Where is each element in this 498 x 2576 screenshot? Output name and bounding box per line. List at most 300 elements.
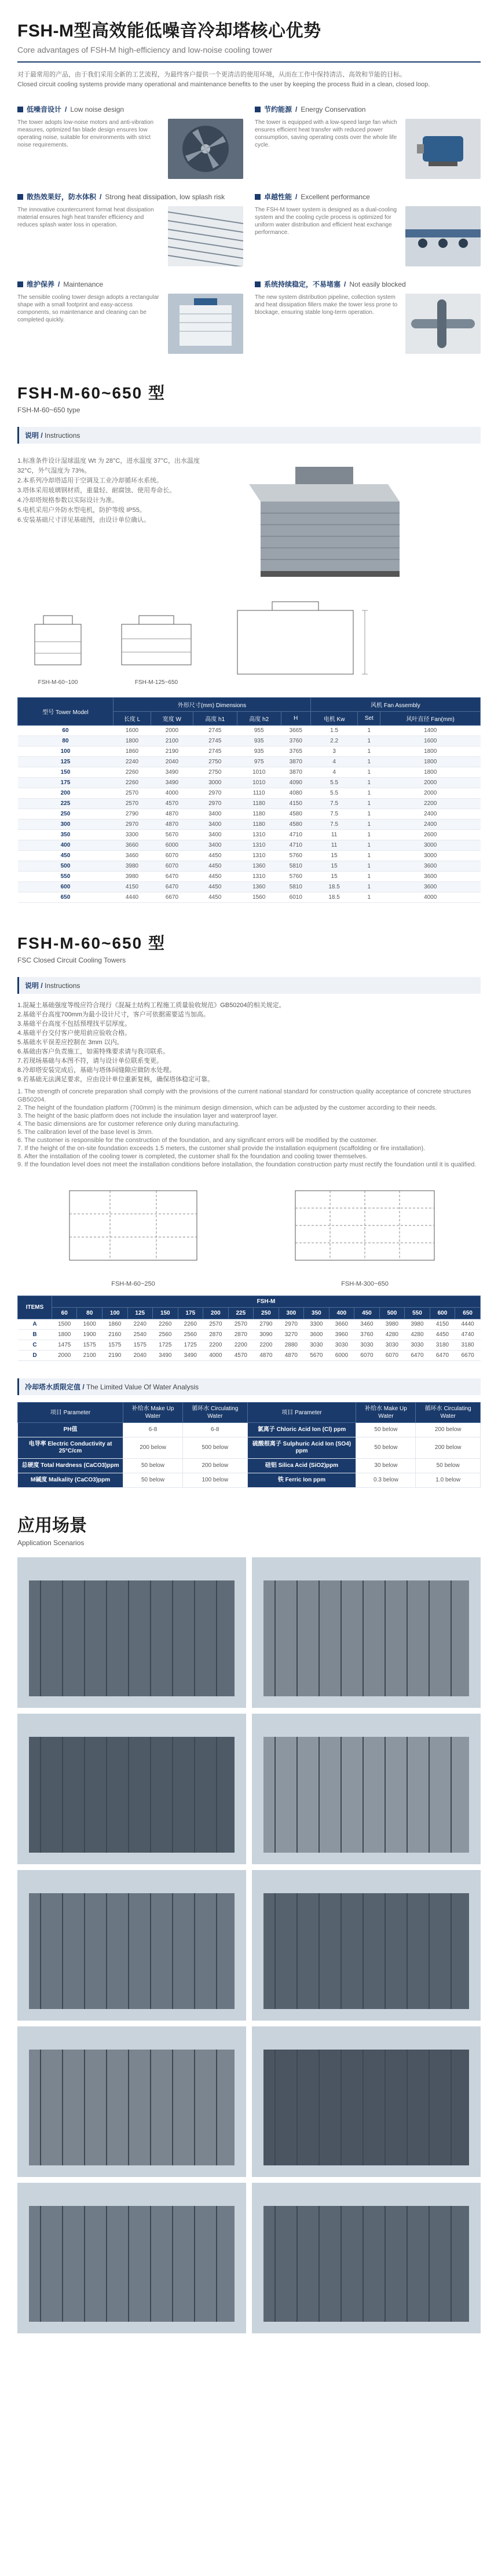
table-cell: 975 (237, 757, 281, 767)
table-cell: 2.2 (310, 736, 357, 747)
app-photo-2 (252, 1557, 481, 1708)
table-cell: 1 (358, 788, 380, 799)
parameter-cell: 铁 Ferric Ion ppm (247, 1473, 356, 1488)
table-cell: 2790 (254, 1319, 279, 1330)
advantage-title-en: Strong heat dissipation, low splash risk (105, 192, 225, 201)
table-cell: 6010 (281, 892, 310, 903)
advantage-title-en: Excellent performance (301, 192, 370, 201)
table-row (18, 882, 481, 892)
table-cell: 2970 (279, 1319, 304, 1330)
table-cell: 4440 (455, 1319, 481, 1330)
table-row (18, 1340, 481, 1351)
table-cell: 4450 (430, 1330, 455, 1340)
table-cell: 18.5 (310, 892, 357, 903)
table-cell: 2750 (193, 767, 237, 778)
instructions-bar: 说明 / Instructions (17, 427, 481, 444)
table-cell: 4870 (254, 1351, 279, 1361)
table-cell: 1860 (102, 1319, 128, 1330)
table-cell: 1 (358, 747, 380, 757)
advantage-card: 系统持续稳定，不易堵塞 / Not easily blocked The new system distribution pipeline, collection system and heat dissipation fillers make the tower less prone to blockage, ensuring stable long-term operation. (255, 279, 481, 354)
table-cell: 1900 (77, 1330, 102, 1340)
row-label: C (18, 1340, 52, 1351)
table-row (18, 736, 481, 747)
table-cell: 3090 (254, 1330, 279, 1340)
table-cell: 5670 (151, 830, 193, 840)
group-header: 外形尺寸(mm) Dimensions (113, 698, 310, 712)
table-cell: 2160 (102, 1330, 128, 1340)
plan-drawing-large (278, 1179, 452, 1287)
table-cell: 3000 (380, 851, 481, 861)
table-cell: 3180 (430, 1340, 455, 1351)
order-line: 7.若现场基础与本图不符，请与设计单位联系变更。 (17, 1058, 163, 1064)
table-cell: 3660 (113, 840, 151, 851)
table-cell: 3400 (193, 809, 237, 819)
table-cell: 5670 (304, 1351, 329, 1361)
table-cell: 4450 (193, 861, 237, 872)
order-line-en: 3. The height of the basic platform does not include the insulation layer and waterproof layer. (17, 1113, 278, 1119)
table-cell: 3665 (281, 726, 310, 736)
table-cell: 1 (358, 736, 380, 747)
table-cell: 4570 (228, 1351, 254, 1361)
table-cell: 1800 (113, 736, 151, 747)
section-title: FSH-M-60~650 型 (17, 384, 166, 402)
app-photo-7 (17, 2026, 246, 2177)
parameter-cell: 硅铝 Silica Acid (SiO2)ppm (247, 1459, 356, 1473)
model-cell: 125 (18, 757, 113, 767)
table-cell: 3 (310, 747, 357, 757)
table-cell: 6070 (151, 851, 193, 861)
table-cell: 3760 (281, 736, 310, 747)
tower-drawing-large (110, 607, 203, 676)
table-cell: 6070 (354, 1351, 380, 1361)
cooling-tower-render (214, 449, 423, 588)
app-photo-5 (17, 1870, 246, 2021)
instructions-label-en: Instructions (45, 431, 80, 440)
table-cell: 4710 (281, 830, 310, 840)
table-cell: 3490 (151, 767, 193, 778)
instructions-row (17, 449, 481, 588)
table-cell: 2260 (113, 778, 151, 788)
table-cell: 2560 (178, 1330, 203, 1340)
table-cell: 2745 (193, 726, 237, 736)
col-header: 风叶直径 Fan(mm) (380, 712, 481, 726)
water-table-body (18, 1423, 481, 1488)
orders-en-list (17, 1088, 481, 1169)
advantage-text: The tower is equipped with a low-speed large fan which ensures efficient heat transfer with reduced power consumption, saving operating costs over the whole life cycle. (255, 119, 397, 148)
model-cell: 60 (18, 726, 113, 736)
table-row (18, 872, 481, 882)
table-cell: 3030 (304, 1340, 329, 1351)
instruction-line: 3.塔体采用玻璃钢材质，重量轻、耐腐蚀、使用寿命长。 (17, 487, 176, 494)
orders-cn-list (17, 1001, 481, 1084)
table-cell: 4 (310, 757, 357, 767)
table-cell: 1 (358, 757, 380, 767)
model-cell: 550 (18, 872, 113, 882)
table-row (18, 1437, 481, 1459)
advantage-photo-motor (405, 119, 481, 179)
row-label: A (18, 1319, 52, 1330)
table-cell: 1 (358, 882, 380, 892)
col-header: 项目 Parameter (18, 1403, 123, 1423)
table-cell: 2000 (52, 1351, 77, 1361)
table-cell: 3270 (279, 1330, 304, 1340)
table-row (18, 778, 481, 788)
table-cell: 6000 (329, 1351, 354, 1361)
spec-table (17, 697, 481, 903)
table-cell: 3030 (354, 1340, 380, 1351)
col-header: 450 (354, 1308, 380, 1319)
table-cell: 1 (358, 892, 380, 903)
table-cell: 50 below (123, 1459, 183, 1473)
table-cell: 1575 (127, 1340, 153, 1351)
table-cell: 1310 (237, 840, 281, 851)
table-cell: 3765 (281, 747, 310, 757)
table-cell: 2190 (151, 747, 193, 757)
instruction-line: 5.电机采用户外防水型电机，防护等级 IP55。 (17, 507, 146, 514)
col-header: 80 (77, 1308, 102, 1319)
bullet-square-icon (17, 107, 23, 112)
table-cell: 5.5 (310, 778, 357, 788)
applications-section (0, 1511, 498, 2333)
col-header: 550 (405, 1308, 430, 1319)
table-cell: 4090 (281, 778, 310, 788)
model-cell: 150 (18, 767, 113, 778)
table-row (18, 840, 481, 851)
table-cell: 4440 (113, 892, 151, 903)
order-line-en: 1. The strength of concrete preparation shall comply with the provisions of the current national standard for construction quality acceptance of concrete structures GB50204. (17, 1088, 471, 1103)
model-cell: 250 (18, 809, 113, 819)
table-cell: 3600 (304, 1330, 329, 1340)
order-line: 6.基础由客户负责施工，如需特殊要求请与我司联系。 (17, 1048, 170, 1055)
table-cell: 15 (310, 861, 357, 872)
table-cell: 2540 (127, 1330, 153, 1340)
table-cell: 1800 (52, 1330, 77, 1340)
table-cell: 6070 (379, 1351, 405, 1361)
water-title: 冷却塔水质限定值 (25, 1383, 81, 1391)
table-row (18, 1459, 481, 1473)
advantage-card: 节约能源 / Energy Conservation The tower is equipped with a low-speed large fan which ensures efficient heat transfer with reduced power consumption, saving operating costs over the whole life cycle. (255, 104, 481, 179)
advantage-card: 散热效果好，防水体积 / Strong heat dissipation, low splash risk The innovative countercurrent format heat dissipation material ensures high heat transfer efficiency and reduces splash water loss in operation. (17, 192, 243, 266)
order-line-en: 2. The height of the foundation platform (700mm) is the minimum design dimension, which can be adjusted by the customer according to their needs. (17, 1104, 437, 1111)
table-cell: 1310 (237, 830, 281, 840)
table-cell: 1725 (178, 1340, 203, 1351)
table-cell: 1 (358, 861, 380, 872)
instruction-line: 2.本系列冷却塔适用于空调及工业冷却循环水系统。 (17, 477, 163, 484)
table-cell: 2570 (228, 1319, 254, 1330)
advantage-title-en: Maintenance (63, 280, 104, 288)
table-cell: 2000 (380, 788, 481, 799)
table-cell: 3980 (113, 872, 151, 882)
col-header: Set (358, 712, 380, 726)
col-header: H (281, 712, 310, 726)
table-cell: 2570 (113, 799, 151, 809)
drawings-row (17, 599, 481, 686)
table-cell: 4280 (379, 1330, 405, 1340)
table-cell: 4150 (113, 882, 151, 892)
app-photo-1 (17, 1557, 246, 1708)
table-cell: 3600 (380, 882, 481, 892)
table-cell: 4870 (151, 809, 193, 819)
table-cell: 7.5 (310, 819, 357, 830)
parameter-cell: 电导率 Electric Conductivity at 25°C/cm (18, 1437, 123, 1459)
col-header: 补给水 Make Up Water (356, 1403, 416, 1423)
table-cell: 4000 (380, 892, 481, 903)
col-header: 200 (203, 1308, 229, 1319)
col-header: 补给水 Make Up Water (123, 1403, 183, 1423)
page-subtitle: Core advantages of FSH-M high-efficiency and low-noise cooling tower (17, 45, 273, 54)
table-cell: 2400 (380, 809, 481, 819)
instructions-list (17, 456, 203, 588)
model-cell: 500 (18, 861, 113, 872)
table-cell: 2040 (151, 757, 193, 767)
order-line: 8.冷却塔安装完成后，基础与塔体间缝隙应做防水处理。 (17, 1067, 176, 1074)
model-cell: 400 (18, 840, 113, 851)
model-cell: 450 (18, 851, 113, 861)
advantage-photo-fan (168, 119, 243, 179)
model-cell: 80 (18, 736, 113, 747)
table-cell: 1800 (380, 767, 481, 778)
table-cell: 50 below (356, 1423, 416, 1437)
items-table (17, 1296, 481, 1361)
table-cell: 4 (310, 767, 357, 778)
table-cell: 2870 (228, 1330, 254, 1340)
table-cell: 1600 (113, 726, 151, 736)
instructions-label-en: Instructions (45, 982, 80, 990)
table-cell: 6000 (151, 840, 193, 851)
model-cell: 350 (18, 830, 113, 840)
table-cell: 1860 (113, 747, 151, 757)
water-title-bar: 冷却塔水质限定值 / The Limited Value Of Water Analysis (17, 1378, 481, 1395)
model-cell: 600 (18, 882, 113, 892)
water-header-row (18, 1403, 481, 1423)
order-line: 5.基础水平误差应控制在 3mm 以内。 (17, 1039, 123, 1046)
water-table (17, 1402, 481, 1488)
app-photo-9 (17, 2183, 246, 2333)
table-cell: 1600 (77, 1319, 102, 1330)
table-cell: 18.5 (310, 882, 357, 892)
bullet-square-icon (255, 194, 261, 200)
table-cell: 7.5 (310, 799, 357, 809)
table-cell: 200 below (123, 1437, 183, 1459)
table-cell: 1 (358, 872, 380, 882)
parameter-cell: 硫酸根离子 Sulphuric Acid Ion (SO4) ppm (247, 1437, 356, 1459)
col-header: 250 (254, 1308, 279, 1319)
tower-drawing-small (17, 607, 98, 676)
col-header: 100 (102, 1308, 128, 1319)
items-table-body (18, 1319, 481, 1361)
drawing-large (110, 607, 203, 686)
table-cell: 1 (358, 809, 380, 819)
table-row (18, 892, 481, 903)
instructions-label: 说明 (25, 431, 39, 440)
table-cell: 3300 (113, 830, 151, 840)
table-cell: 200 below (416, 1423, 481, 1437)
col-header: 宽度 W (151, 712, 193, 726)
table-cell: 2750 (193, 757, 237, 767)
table-cell: 3030 (379, 1340, 405, 1351)
model-cell: 300 (18, 819, 113, 830)
table-cell: 2970 (193, 788, 237, 799)
app-photo-10 (252, 2183, 481, 2333)
advantage-photo-nozzle (405, 206, 481, 266)
table-cell: 2570 (113, 788, 151, 799)
table-cell: 4000 (203, 1351, 229, 1361)
table-cell: 6670 (151, 892, 193, 903)
table-cell: 4150 (430, 1319, 455, 1330)
table-cell: 6470 (151, 882, 193, 892)
table-cell: 4870 (151, 819, 193, 830)
table-cell: 5810 (281, 861, 310, 872)
col-header: 400 (329, 1308, 354, 1319)
table-cell: 4580 (281, 819, 310, 830)
table-cell: 6470 (430, 1351, 455, 1361)
table-row (18, 819, 481, 830)
instruction-line: 6.安装基础尺寸详见基础图，由设计单位确认。 (17, 517, 151, 524)
col-header: 循环水 Circulating Water (182, 1403, 247, 1423)
col-header: 循环水 Circulating Water (416, 1403, 481, 1423)
table-cell: 3960 (329, 1330, 354, 1340)
app-photo-3 (17, 1714, 246, 1864)
parameter-cell: 总硬度 Total Hardness (CaCO3)ppm (18, 1459, 123, 1473)
table-cell: 3030 (329, 1340, 354, 1351)
table-cell: 2000 (380, 778, 481, 788)
table-cell: 3460 (354, 1319, 380, 1330)
table-cell: 6470 (405, 1351, 430, 1361)
col-header: 500 (379, 1308, 405, 1319)
table-cell: 935 (237, 736, 281, 747)
app-photo-6 (252, 1870, 481, 2021)
table-cell: 1010 (237, 778, 281, 788)
table-cell: 3400 (193, 819, 237, 830)
instruction-line: 1.标准条件设计湿球温度 Wt 为 28°C，进水温度 37°C，出水温度 32°C，外气湿度为 73%。 (17, 458, 200, 474)
table-cell: 15 (310, 851, 357, 861)
intro-cn: 对于最常用的产品，由于我们采用全新的工艺流程，为最终客户提供一个更清洁的使用环境，从而在工作中保持清洁、高效和节能的目标。 (17, 71, 406, 78)
table-row (18, 1423, 481, 1437)
advantage-card: 卓越性能 / Excellent performance The FSH-M tower system is designed as a dual-cooling system and the cooling cycle process is optimized for uniform water distribution and efficient heat exchange performance. (255, 192, 481, 266)
table-cell: 6-8 (182, 1423, 247, 1437)
order-line-en: 7. If the height of the on-site foundation exceeds 1.5 meters, the customer shall provide the installation equipment (scaffolding or fire installation). (17, 1145, 426, 1152)
col-header: 600 (430, 1308, 455, 1319)
table-cell: 6670 (455, 1351, 481, 1361)
items-columns (18, 1308, 481, 1319)
table-cell: 1310 (237, 872, 281, 882)
bullet-square-icon (17, 194, 23, 200)
table-cell: 2260 (153, 1319, 178, 1330)
advantage-text: The new system distribution pipeline, collection system and heat dissipation fillers make the tower less prone to blockage, ensuring stable long-term operation. (255, 294, 398, 316)
table-cell: 1360 (237, 882, 281, 892)
instruction-line: 4.冷却塔规格参数以实际设计为准。 (17, 497, 119, 504)
table-row (18, 757, 481, 767)
table-row (18, 747, 481, 757)
table-cell: 2600 (380, 830, 481, 840)
table-cell: 3400 (193, 840, 237, 851)
table-cell: 15 (310, 872, 357, 882)
advantage-text: The innovative countercurrent format heat dissipation material ensures high heat transfer efficiency and reduces splash water loss in operation. (17, 207, 154, 228)
table-cell: 2100 (77, 1351, 102, 1361)
group-header: 风机 Fan Assembly (310, 698, 480, 712)
table-cell: 1500 (52, 1319, 77, 1330)
table-cell: 3490 (153, 1351, 178, 1361)
table-cell: 2240 (113, 757, 151, 767)
col-header: 175 (178, 1308, 203, 1319)
bullet-square-icon (17, 281, 23, 287)
advantage-text: The FSH-M tower system is designed as a dual-cooling system and the cooling cycle process is optimized for uniform water distribution and efficient heat exchange performance. (255, 207, 397, 236)
table-cell: 1 (358, 799, 380, 809)
table-cell: 1400 (380, 726, 481, 736)
table-cell: 1180 (237, 799, 281, 809)
table-cell: 3000 (193, 778, 237, 788)
app-photo-4 (252, 1714, 481, 1864)
table-cell: 500 below (182, 1437, 247, 1459)
table-row (18, 1319, 481, 1330)
table-cell: 0.3 below (356, 1473, 416, 1488)
table-cell: 3400 (193, 830, 237, 840)
table-row (18, 788, 481, 799)
table-cell: 3980 (405, 1319, 430, 1330)
table-cell: 2200 (254, 1340, 279, 1351)
table-cell: 1180 (237, 809, 281, 819)
table-cell: 3490 (151, 778, 193, 788)
table-cell: 4150 (281, 799, 310, 809)
advantage-title-en: Low noise design (70, 105, 124, 114)
table-cell: 2000 (151, 726, 193, 736)
water-section (0, 1378, 498, 1488)
table-cell: 2745 (193, 747, 237, 757)
bullet-square-icon (255, 107, 261, 112)
table-cell: 1110 (237, 788, 281, 799)
model-cell: 175 (18, 778, 113, 788)
advantage-text: The sensible cooling tower design adopts a rectangular shape with a small footprint and easy-access components, so maintenance and cleaning can be completed quickly. (17, 294, 159, 323)
row-label: D (18, 1351, 52, 1361)
col-header: 350 (304, 1308, 329, 1319)
table-cell: 2200 (380, 799, 481, 809)
table-cell: 2970 (193, 799, 237, 809)
order-line-en: 4. The basic dimensions are for customer reference only during manufacturing. (17, 1121, 240, 1128)
foundation-plan-large (278, 1179, 452, 1278)
table-cell: 1.5 (310, 726, 357, 736)
section-model: FSC Closed Circuit Cooling Towers (17, 956, 126, 964)
section-fsc (0, 931, 498, 1361)
table-cell: 11 (310, 840, 357, 851)
order-line: 9.若基础无法满足要求，应由设计单位重新复核，确保塔体稳定可靠。 (17, 1076, 214, 1083)
table-cell: 2870 (203, 1330, 229, 1340)
table-cell: 4710 (281, 840, 310, 851)
order-line: 1.混凝土基础强度等级应符合现行《混凝土结构工程施工质量验收规范》GB50204的相关规定。 (17, 1002, 285, 1009)
table-row (18, 851, 481, 861)
table-row (18, 830, 481, 840)
advantage-card: 维护保养 / Maintenance The sensible cooling tower design adopts a rectangular shape with a small footprint and easy-access components, so maintenance and cleaning can be completed quickly. (17, 279, 243, 354)
col-header: 型号 Tower Model (18, 698, 113, 726)
table-cell: 5760 (281, 851, 310, 861)
bullet-square-icon (255, 281, 261, 287)
items-label: ITEMS (18, 1296, 52, 1319)
row-label: B (18, 1330, 52, 1340)
table-cell: 7.5 (310, 809, 357, 819)
table-cell: 50 below (123, 1473, 183, 1488)
drawing-label: FSH-M-300~650 (341, 1280, 389, 1287)
table-cell: 3760 (354, 1330, 380, 1340)
table-cell: 3980 (113, 861, 151, 872)
table-cell: 3180 (455, 1340, 481, 1351)
col-header: 125 (127, 1308, 153, 1319)
table-cell: 1310 (237, 851, 281, 861)
drawing-label: FSH-M-60~250 (111, 1280, 155, 1287)
table-cell: 5.5 (310, 788, 357, 799)
title-rule (17, 61, 481, 63)
app-photo-8 (252, 2026, 481, 2177)
table-cell: 1575 (77, 1340, 102, 1351)
advantage-photo-pipe (405, 294, 481, 354)
